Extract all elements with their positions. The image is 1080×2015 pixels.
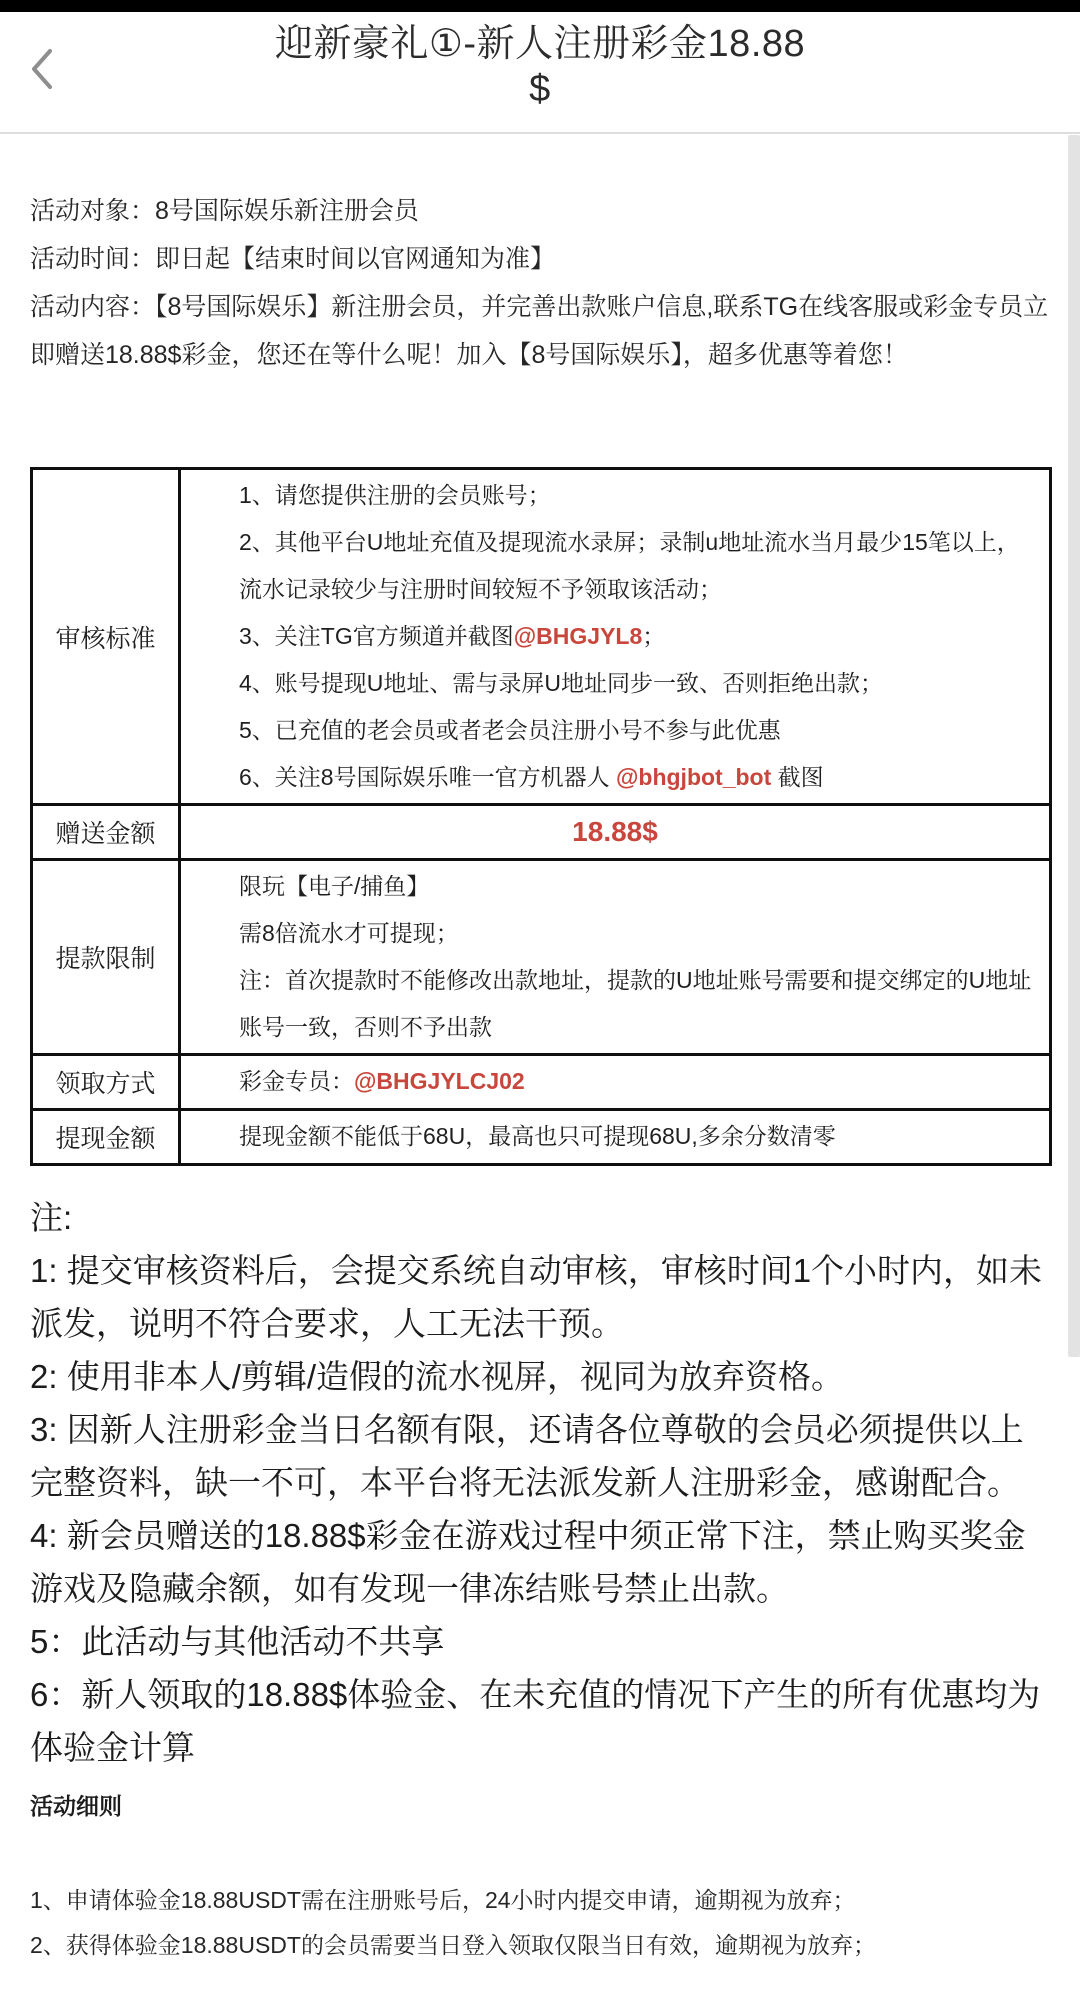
table-row — [33, 1053, 1049, 1108]
note-item: 5：此活动与其他活动不共享 — [30, 1623, 445, 1660]
tg-handle: @BHGJYLCJ02 — [354, 1068, 525, 1094]
tg-handle: @BHGJYL8 — [513, 623, 643, 649]
back-button[interactable] — [22, 42, 62, 98]
detail-item: 1、申请体验金18.88USDT需在注册账号后，24小时内提交申请，逾期视为放弃； — [30, 1887, 856, 1913]
table-label-cell: 提款限制 — [33, 861, 181, 1053]
status-bar — [0, 0, 1080, 12]
page-title-line1: 迎新豪礼①-新人注册彩金18.88 — [274, 23, 806, 65]
table-line — [239, 519, 1039, 613]
table-label-cell: 提现金额 — [33, 1111, 181, 1163]
table-text: 6、关注8号国际娱乐唯一官方机器人 — [239, 764, 616, 790]
table-line — [239, 754, 1039, 801]
tg-handle: 18.88$ — [572, 815, 658, 847]
note-item: 2: 使用非本人/剪辑/造假的流水视屏，视同为放弃资格。 — [30, 1358, 845, 1395]
page-title — [0, 12, 1080, 112]
page-title-line2: $ — [529, 68, 551, 110]
table-line — [239, 613, 1039, 660]
table-content-cell — [181, 1056, 1049, 1108]
table-line — [239, 660, 1039, 707]
table-line — [239, 1058, 1039, 1105]
table-text: 需8倍流水才可提现； — [239, 920, 459, 946]
table-content-cell — [181, 470, 1049, 803]
table-text: 提现金额不能低于68U，最高也只可提现68U,多余分数清零 — [239, 1123, 836, 1149]
table-line — [572, 808, 658, 857]
note-item: 3: 因新人注册彩金当日名额有限，还请各位尊敬的会员必须提供以上完整资料，缺一不可，本平台将无法派发新人注册彩金，感谢配合。 — [30, 1411, 1024, 1501]
notes-section — [30, 1191, 1050, 1774]
intro-section — [30, 187, 1050, 379]
table-row — [33, 470, 1049, 803]
detail-item: 2、获得体验金18.88USDT的会员需要当日登入领取仅限当日有效，逾期视为放弃； — [30, 1932, 876, 1958]
intro-paragraph: 活动时间：即日起【结束时间以官网通知为准】 — [30, 245, 556, 273]
table-text: 2、其他平台U地址充值及提现流水录屏；录制u地址流水当月最少15笔以上，流水记录较少与注册时间较短不予领取该活动； — [239, 529, 1020, 602]
table-line — [239, 910, 1039, 957]
table-label-cell: 领取方式 — [33, 1056, 181, 1108]
table-line — [239, 472, 1039, 519]
table-text: 4、账号提现U地址、需与录屏U地址同步一致、否则拒绝出款； — [239, 670, 884, 696]
table-text: ； — [642, 623, 666, 649]
content — [0, 187, 1080, 1968]
table-text: 限玩【电子/捕鱼】 — [239, 873, 430, 899]
intro-paragraph: 活动对象：8号国际娱乐新注册会员 — [30, 197, 419, 225]
table-row — [33, 1108, 1049, 1163]
table-row — [33, 858, 1049, 1053]
table-text: 5、已充值的老会员或者老会员注册小号不参与此优惠 — [239, 717, 781, 743]
chevron-left-icon — [30, 48, 54, 93]
table-text: 彩金专员： — [239, 1068, 354, 1094]
table-label-cell: 审核标准 — [33, 470, 181, 803]
tg-handle: @bhgjbot_bot — [615, 764, 772, 790]
scrollbar-thumb[interactable] — [1068, 135, 1080, 1357]
table-content-cell — [181, 861, 1049, 1053]
table-row — [33, 803, 1049, 858]
promo-table — [30, 467, 1052, 1166]
table-line — [239, 957, 1039, 1051]
table-text: 1、请您提供注册的会员账号； — [239, 482, 551, 508]
note-item: 1: 提交审核资料后，会提交系统自动审核，审核时间1个小时内，如未派发，说明不符合要求，人工无法干预。 — [30, 1252, 1043, 1342]
table-line — [239, 707, 1039, 754]
notes-list — [30, 1244, 1050, 1774]
table-text: 注：首次提款时不能修改出款地址，提款的U地址账号需要和提交绑定的U地址账号一致，否则不予出款 — [239, 967, 1032, 1040]
table-label-cell: 赠送金额 — [33, 806, 181, 858]
intro-paragraph: 活动内容：【8号国际娱乐】新注册会员，并完善出款账户信息,联系TG在线客服或彩金专员立即赠送18.88$彩金，您还在等什么呢！加入【8号国际娱乐】，超多优惠等着您！ — [30, 293, 1049, 369]
table-line — [239, 863, 1039, 910]
table-line — [239, 1113, 1039, 1160]
table-content-cell — [181, 1111, 1049, 1163]
table-text: 截图 — [771, 764, 824, 790]
details-heading: 活动细则 — [30, 1793, 122, 1819]
table-content-cell — [181, 806, 1049, 858]
details-list — [30, 1878, 1050, 1968]
note-item: 4: 新会员赠送的18.88$彩金在游戏过程中须正常下注，禁止购买奖金游戏及隐藏余额，如有发现一律冻结账号禁止出款。 — [30, 1517, 1026, 1607]
notes-heading: 注: — [30, 1199, 73, 1236]
table-text: 3、关注TG官方频道并截图 — [239, 623, 514, 649]
header — [0, 12, 1080, 134]
details-section — [30, 1786, 1050, 1968]
note-item: 6：新人领取的18.88$体验金、在未充值的情况下产生的所有优惠均为体验金计算 — [30, 1676, 1041, 1766]
